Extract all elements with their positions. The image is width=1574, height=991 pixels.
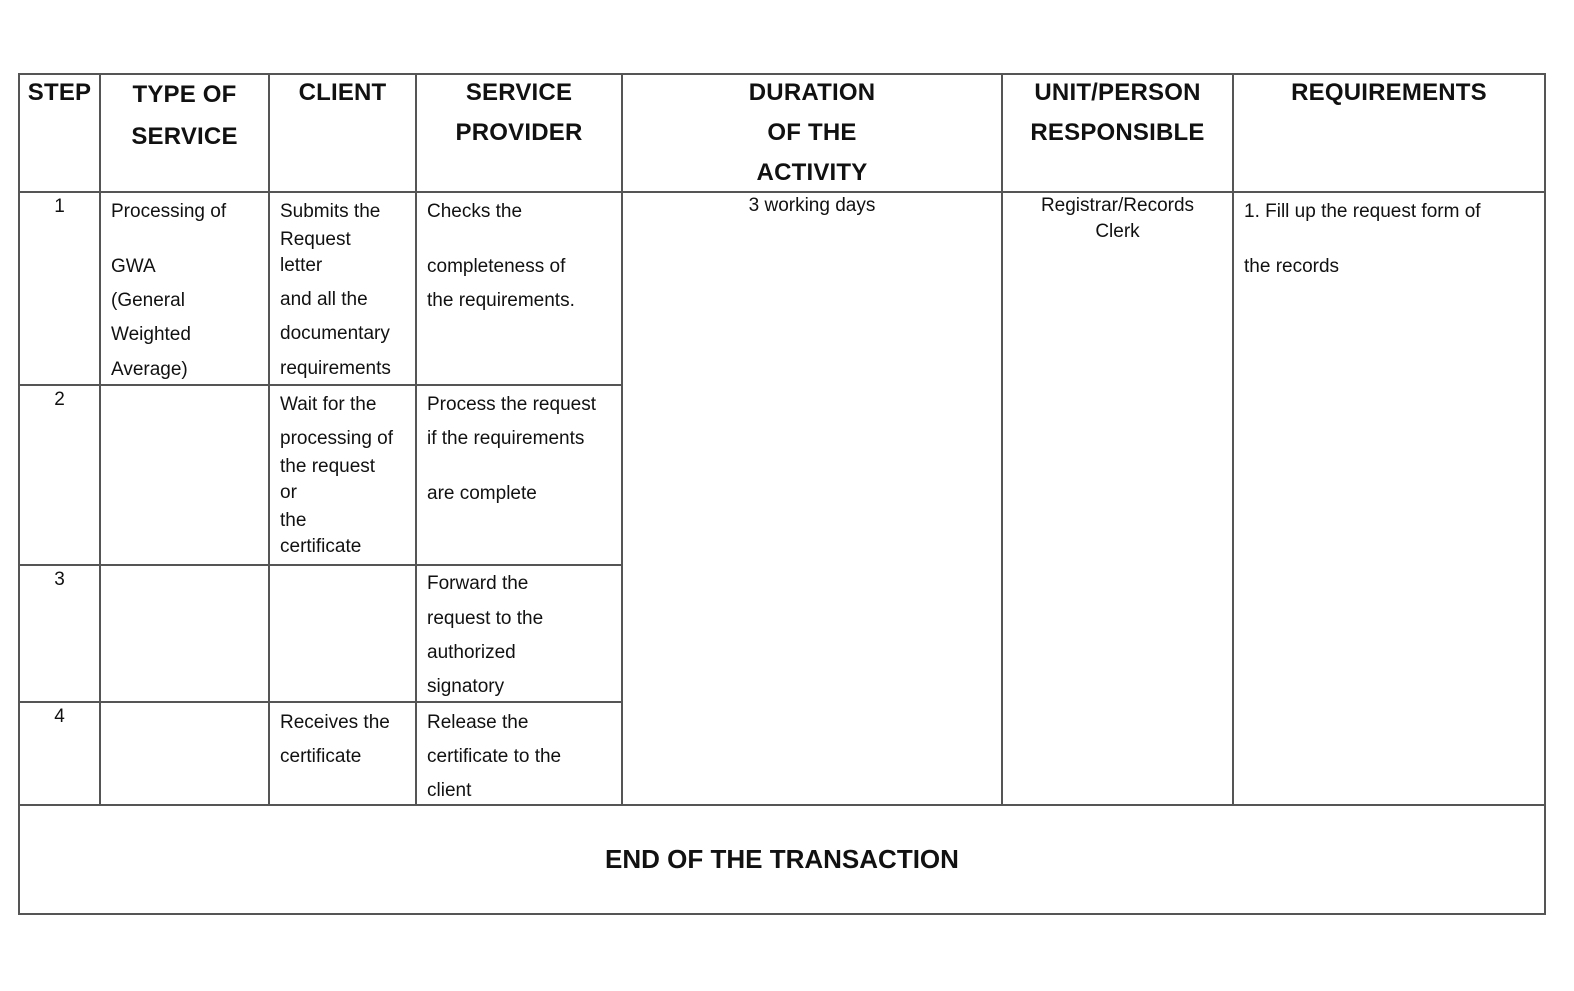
client-cell bbox=[280, 392, 415, 560]
text-line: Receives the bbox=[280, 712, 390, 733]
header-step bbox=[20, 73, 99, 113]
header-duration bbox=[623, 73, 1001, 193]
header-duration-line: OF THE bbox=[767, 119, 857, 146]
header-type-line: TYPE OF bbox=[132, 81, 237, 108]
rule-col1 bbox=[99, 73, 101, 805]
text-line: certificate bbox=[280, 536, 362, 557]
text-line: the request bbox=[280, 456, 376, 477]
text-line: processing of bbox=[280, 428, 394, 449]
rule-col6 bbox=[1232, 73, 1234, 805]
rule-right bbox=[1544, 73, 1546, 915]
step-number: 4 bbox=[54, 706, 65, 727]
header-type-line: SERVICE bbox=[131, 123, 238, 150]
header-provider-line: SERVICE bbox=[465, 79, 573, 106]
text-line: Checks the bbox=[427, 201, 523, 222]
text-line: signatory bbox=[427, 676, 505, 697]
requirements-cell bbox=[1244, 199, 1544, 280]
text-line: Request bbox=[280, 229, 351, 250]
text-line: the requirements. bbox=[427, 290, 575, 311]
text-line: and all the bbox=[280, 289, 368, 310]
end-of-transaction: END OF THE TRANSACTION bbox=[605, 844, 959, 874]
text-line: Weighted bbox=[111, 324, 191, 345]
client-cell bbox=[280, 199, 415, 382]
text-line: requirements bbox=[280, 358, 391, 379]
text-line: certificate to the bbox=[427, 746, 562, 767]
text-line: request to the bbox=[427, 608, 544, 629]
header-requirements bbox=[1234, 73, 1544, 113]
duration-cell: 3 working days bbox=[748, 195, 876, 216]
text-line: Average) bbox=[111, 359, 188, 380]
service-table bbox=[18, 73, 1546, 915]
text-line: client bbox=[427, 780, 472, 801]
rule-row1-bottom bbox=[18, 384, 622, 386]
text-line: completeness of bbox=[427, 256, 566, 277]
header-unit-line: UNIT/PERSON bbox=[1034, 79, 1201, 106]
service-provider-cell bbox=[427, 571, 621, 700]
rule-col3 bbox=[415, 73, 417, 805]
step-number: 3 bbox=[54, 569, 65, 590]
text-line: (General bbox=[111, 290, 185, 311]
type-of-service-cell bbox=[111, 199, 268, 383]
text-line: Wait for the bbox=[280, 394, 377, 415]
text-line: certificate bbox=[280, 746, 362, 767]
header-duration-line: DURATION bbox=[748, 79, 876, 106]
header-client-line: CLIENT bbox=[298, 79, 387, 106]
service-provider-cell bbox=[427, 199, 621, 314]
text-line: the bbox=[280, 510, 307, 531]
rule-bottom bbox=[18, 913, 1546, 915]
text-line: authorized bbox=[427, 642, 516, 663]
text-line: letter bbox=[280, 255, 323, 276]
text-line: Release the bbox=[427, 712, 529, 733]
rule-row3-bottom bbox=[18, 701, 622, 703]
service-provider-cell bbox=[427, 392, 621, 507]
header-client bbox=[270, 73, 415, 113]
text-line: or bbox=[280, 482, 297, 503]
text-line: Registrar/Records bbox=[1040, 195, 1195, 216]
header-provider-line: PROVIDER bbox=[455, 119, 583, 146]
rule-col2 bbox=[268, 73, 270, 805]
text-line: if the requirements bbox=[427, 428, 585, 449]
header-unit-line: RESPONSIBLE bbox=[1030, 119, 1205, 146]
text-line: are complete bbox=[427, 483, 537, 504]
service-provider-cell bbox=[427, 710, 621, 804]
text-line: 1. Fill up the request form of bbox=[1244, 201, 1481, 222]
header-unit-person bbox=[1003, 73, 1232, 153]
header-step-line: STEP bbox=[27, 79, 92, 106]
client-cell bbox=[280, 710, 415, 770]
header-type-of-service bbox=[101, 75, 268, 157]
text-line: GWA bbox=[111, 256, 156, 277]
header-duration-line: ACTIVITY bbox=[756, 159, 868, 186]
rule-row2-bottom bbox=[18, 564, 622, 566]
text-line: Forward the bbox=[427, 573, 529, 594]
text-line: Process the request bbox=[427, 394, 596, 415]
step-number: 1 bbox=[54, 196, 65, 217]
unit-person-cell bbox=[1003, 193, 1232, 245]
text-line: documentary bbox=[280, 323, 390, 344]
header-service-provider bbox=[417, 73, 621, 153]
text-line: Clerk bbox=[1095, 221, 1140, 242]
header-requirements-line: REQUIREMENTS bbox=[1291, 79, 1487, 106]
text-line: Processing of bbox=[111, 201, 227, 222]
text-line: Submits the bbox=[280, 201, 381, 222]
step-number: 2 bbox=[54, 389, 65, 410]
rule-col5 bbox=[1001, 73, 1003, 805]
text-line: the records bbox=[1244, 256, 1340, 277]
